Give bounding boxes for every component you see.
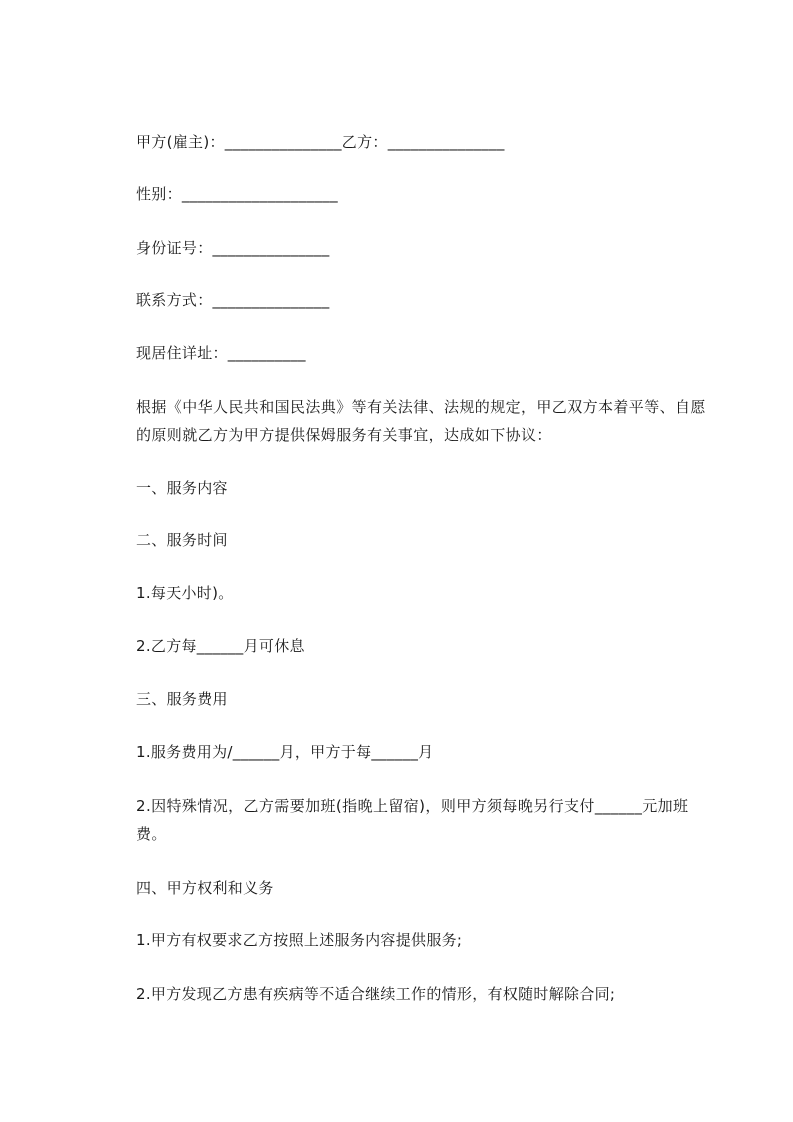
- id-number-line: 身份证号：_______________: [136, 239, 330, 257]
- address-line: 现居住详址：__________: [136, 344, 306, 362]
- section-3-item-2: 2.因特殊情况，乙方需要加班(指晚上留宿)，则甲方须每晚另行支付______元加班费。: [136, 797, 689, 843]
- section-2-title: 二、服务时间: [136, 531, 228, 549]
- intro-paragraph: 根据《中华人民共和国民法典》等有关法律、法规的规定，甲乙双方本着平等、自愿的原则就乙方为甲方提供保姆服务有关事宜，达成如下协议：: [136, 398, 706, 444]
- party-line: 甲方(雇主)：_______________乙方：_______________: [136, 133, 505, 151]
- section-4-item-2: 2.甲方发现乙方患有疾病等不适合继续工作的情形，有权随时解除合同;: [136, 985, 616, 1003]
- gender-line: 性别：____________________: [136, 185, 338, 203]
- section-4-title: 四、甲方权利和义务: [136, 879, 274, 897]
- section-4-item-1: 1.甲方有权要求乙方按照上述服务内容提供服务;: [136, 931, 463, 949]
- section-3-item-1: 1.服务费用为/______月，甲方于每______月: [136, 743, 434, 761]
- section-2-item-2: 2.乙方每______月可休息: [136, 637, 305, 655]
- contact-line: 联系方式：_______________: [136, 291, 330, 309]
- section-1-title: 一、服务内容: [136, 479, 228, 497]
- section-3-title: 三、服务费用: [136, 690, 228, 708]
- section-2-item-1: 1.每天小时)。: [136, 584, 234, 602]
